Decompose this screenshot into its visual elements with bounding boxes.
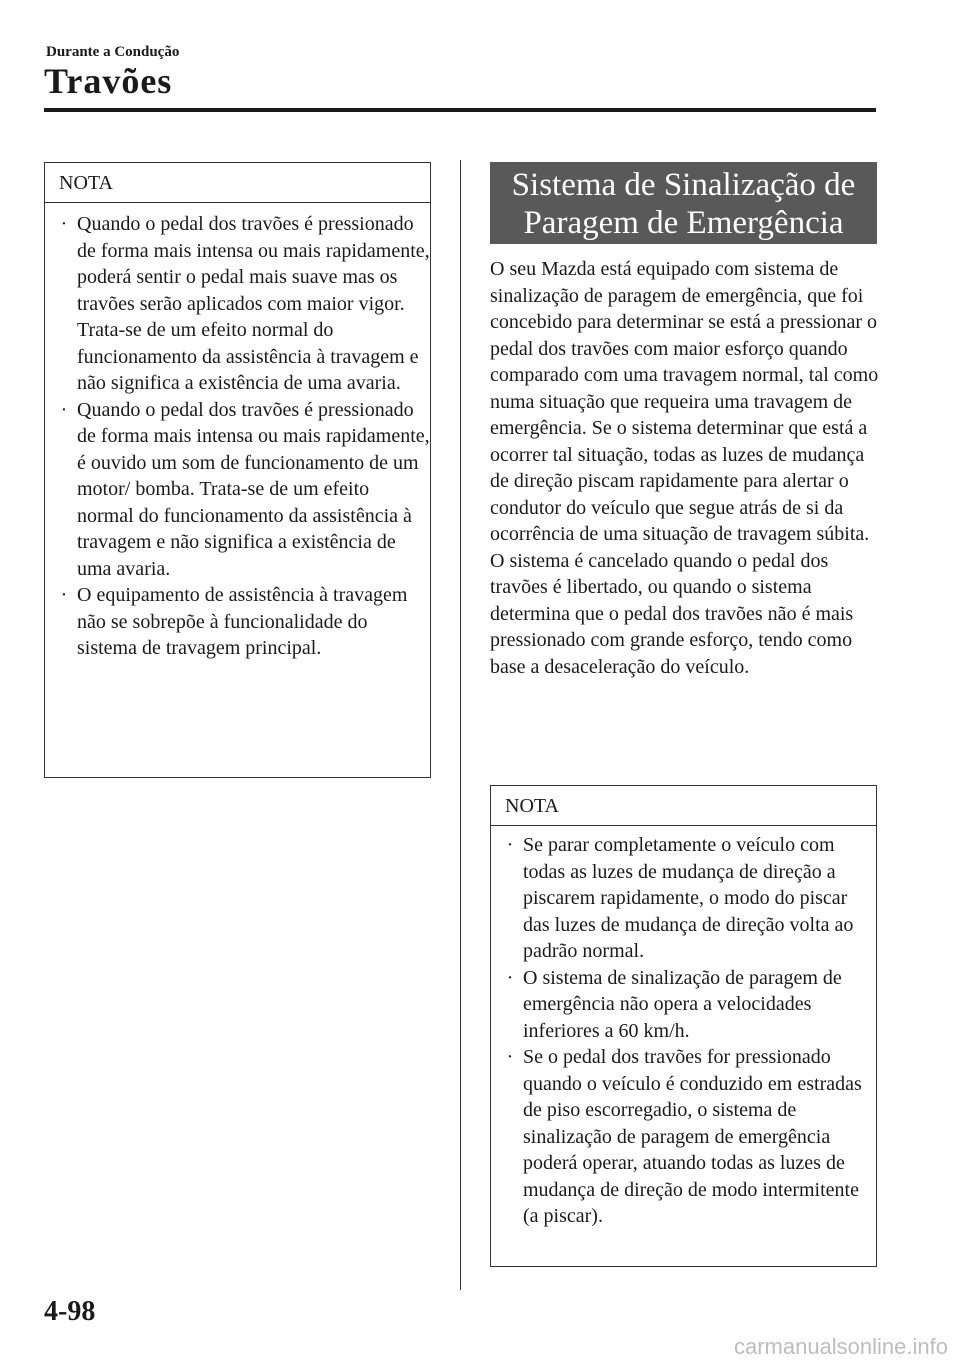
bullet-icon: · (506, 966, 514, 989)
header-rule (44, 108, 876, 112)
bullet-icon: · (60, 584, 68, 606)
bullet-icon: · (506, 834, 514, 856)
section-body (490, 256, 880, 680)
column-divider (460, 160, 461, 1290)
note-list (45, 203, 430, 662)
note-item: · O sistema de sinalização de paragem de emergência não opera a velocidades inferiores a 60 km/h. (506, 966, 842, 1042)
note-item: · O equipamento de assistência à travagem não se sobrepõe à funcionalidade do sistema de travagem principal. (60, 584, 408, 659)
body-paragraph: O seu Mazda está equipado com sistema de sinalização de paragem de emergência, que foi concebido para determinar se está a pressionar o pedal dos travões com maior esforço quando comparado com uma travagem normal, tal como numa situação que requeira uma travagem de emergência. Se o sistema determinar que está a ocorrer tal situação, todas as luzes de mudança de direção piscam rapidamente para alertar o condutor do veículo que segue atrás de si da ocorrência de uma situação de travagem súbita. (490, 258, 879, 545)
note-item: · Se parar completamente o veículo com todas as luzes de mudança de direção a piscarem rapidamente, o modo do piscar das luzes de mudança de direção volta ao padrão normal. (506, 834, 854, 962)
note-item: · Se o pedal dos travões for pressionado quando o veículo é conduzido em estradas de piso escorregadio, o sistema de sinalização de paragem de emergência poderá operar, atuando todas as luzes de mudança de direção de modo intermitente (a piscar). (506, 1046, 862, 1227)
note-item: · Quando o pedal dos travões é pressionado de forma mais intensa ou mais rapidamente, é ouvido um som de funcionamento de um motor/ bomba. Trata-se de um efeito normal do funcionamento da assistência à travagem e não significa a existência de uma avaria. (60, 398, 430, 580)
note-item: · Quando o pedal dos travões é pressionado de forma mais intensa ou mais rapidamente, poderá sentir o pedal mais suave mas os travões serão aplicados com maior vigor. Trata-se de um efeito normal do funcionamento da assistência à travagem e não significa a existência de uma avaria. (60, 213, 430, 394)
bullet-icon: · (60, 213, 68, 235)
page-title: Travões (44, 61, 173, 101)
bullet-icon: · (506, 1046, 514, 1068)
note-heading: NOTA (491, 786, 876, 826)
body-paragraph: O sistema é cancelado quando o pedal dos travões é libertado, ou quando o sistema determina que o pedal dos travões não é mais pressionado com grande esforço, tendo como base a desaceleração do veículo. (490, 549, 854, 678)
note-list (491, 826, 876, 1230)
page-number: 4-98 (44, 1296, 96, 1327)
watermark: carmanualsonline.info (733, 1334, 948, 1359)
chapter-label: Durante a Condução (46, 44, 180, 60)
left-note-box (44, 162, 431, 778)
note-heading: NOTA (45, 163, 430, 203)
right-note-box (490, 785, 877, 1267)
section-heading: Sistema de Sinalização de Paragem de Emergência (490, 162, 877, 244)
bullet-icon: · (60, 398, 68, 421)
